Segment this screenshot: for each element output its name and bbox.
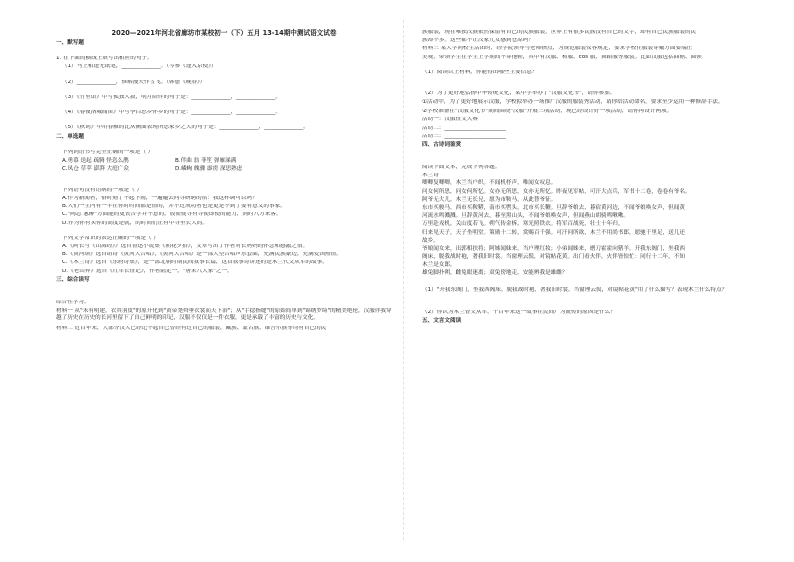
poem-line: 故乡。 bbox=[422, 237, 439, 244]
question-5-2b: ②学校准备在"汉服文化节"期间围绕"汉服"开展三项活动，现已经设计好一项活动，请你再设计两项。 bbox=[422, 109, 673, 115]
section-heading-1: 一、默写题 bbox=[56, 39, 84, 46]
question-2: 下列词语书写完全正确的一项是（ ） bbox=[62, 150, 154, 156]
question-6-2: （2）你认为木兰替父从军，千百年来这一故事在民间广为流传的原因是什么？ bbox=[422, 309, 616, 315]
question-1-1: （1）马上相逢无纸笔，______________。（岑参《逢入京使》） bbox=[62, 64, 217, 70]
left-column bbox=[56, 30, 392, 334]
poem-line: 阿爷无大儿，木兰无长兄，愿为市鞍马，从此替爷征。 bbox=[422, 196, 557, 203]
question-6: 阅读下面文本，完成下列各题。 bbox=[422, 165, 501, 171]
poem-line: 问女何所思，问女何所忆。女亦无所思，女亦无所忆。昨夜见军帖，可汗大点兵，军书十二卷，卷卷有爷名。 bbox=[422, 188, 691, 195]
right-column bbox=[422, 30, 758, 328]
material-1: 材料一 从"未有明建，衣其羽皮"的原开化到"黄帝尧舜垂衣裳而天下治"；从"手捻指缝"的原始简单到"锦绣罗绮"的精美绝伦，汉服伴我穿越了历史在历史的长河里留下了自己鲜明的印记，汉服不仅仅是一件衣服，更是承载了丰富的历史与文化。 bbox=[56, 307, 392, 322]
poem-line: 雄兔脚扑朔，雌兔眼迷离；双兔傍地走，安能辨我是雄雌？ bbox=[422, 270, 568, 277]
activity-2: 活动二：______________________ bbox=[422, 125, 506, 131]
exam-title: 2020—2021年河北省廊坊市某校初一（下）五月 13-14期中测试语文试卷 bbox=[111, 29, 337, 37]
poem-title: 木兰诗 bbox=[422, 173, 439, 179]
option: C.凤仓 草苹 澎湃 大庭广众 bbox=[62, 165, 129, 172]
question-4: 下列文学常识的表达正确的一项是（ ） bbox=[62, 235, 159, 241]
poem-line: 唧唧复唧唧，木兰当户织。不闻机杼声，唯闻女叹息。 bbox=[422, 180, 557, 187]
question-1-2: （2）______________，惟解漫天作雪飞。（韩愈《晚春》） bbox=[62, 79, 206, 85]
poem-line: 爷娘闻女来，出郭相扶将；阿姊闻妹来，当户理红妆；小弟闻姊来，磨刀霍霍向猪羊。开我东阁门，坐我西 bbox=[422, 245, 685, 252]
poem-line: 河流水鸣溅溅。旦辞黄河去，暮至黑山头，不闻爷娘唤女声，但闻燕山胡骑鸣啾啾。 bbox=[422, 213, 629, 220]
question-5: 综合性学习。 bbox=[56, 299, 90, 305]
activity-1: 活动一：汉服征文大赛 bbox=[422, 117, 478, 123]
poem-line: 万里赴戎机，关山度若飞。朔气传金柝，寒光照铁衣。将军百战死，壮士十年归。 bbox=[422, 221, 624, 228]
question-1-4: （4）《春夜洛城闻笛》中写李白思乡怀乡的句子是：______________，______________。 bbox=[62, 109, 281, 115]
option: D.嶙峋 魄骤 霹雳 深思熟虑 bbox=[175, 165, 243, 172]
material-3: 材料三 某大学同校生活团时，经学院领导与老师指点，为规范服装仪容规定，要求学校在服装穿戴方面要端庄 bbox=[422, 46, 693, 52]
section-heading-3: 三、综合读写 bbox=[56, 277, 90, 284]
poem-line: 东市买骏马，西市买鞍鞯，南市买辔头，北市买长鞭。旦辞爷娘去，暮宿黄河边，不闻爷娘唤女声，但闻黄 bbox=[422, 204, 685, 211]
question-2-options bbox=[56, 159, 282, 175]
poem-line: 阁床，脱我战时袍，著我旧时裳。当窗理云鬓，对镜帖花黄。出门看火伴，火伴皆惊忙：同行十二年，不知 bbox=[422, 254, 685, 261]
material-2-continued: 族服装，现在唯独汉族依然保留有自己的民族服装。世界上有很多民族没有自己的文字，却有自己民族服装的民 bbox=[422, 30, 697, 35]
option: A.勇慕 迭起 疏腾 怪恣么鹊 bbox=[62, 157, 129, 164]
material-3: 美观，带领学生在学生上学期间不穿拖鞋，其中有汉服、和服、cos 服，舞蹈服等服装。比如汉服包括曲裾、圆领 bbox=[422, 54, 702, 60]
question-3: 下列语句没有语病的一项是（ ） bbox=[62, 187, 143, 193]
question-5-2: （2）为了更好地弘扬中华传统文化，某中学举办了"汉服文化节"，请你参加。 bbox=[422, 90, 616, 96]
question-5-2a: ①活动中，为了更好地展示汉服，学校拟举办一场推广汉服的服装秀活动，请你给活动命名，要求至少运用一种修辞手法。 bbox=[422, 99, 724, 106]
material-2: 材料二 近百年来，大部分汉人已经记不起自己曾经有过自己的服装，藏族、蒙古族、维吾尔族等均有自己的民 bbox=[56, 325, 327, 331]
option: D.作为你有头你的高度是就，的时间们正有中寻里长大的。 bbox=[62, 220, 208, 226]
option: A.《阿长与《山海经》》选自鲁迅小说集《朝花夕拾》，文章写出了作者对长妈妈的怀念和感激之情。 bbox=[62, 244, 309, 249]
question-1-3: （3）《竹里馆》中写孤独人寂，明月陪伴的句子是：______________，______________。 bbox=[62, 94, 281, 100]
section-heading-4: 四、古诗词鉴赏 bbox=[422, 142, 462, 149]
question-6-1: （1）"开我东阁门，坐我西阁床。脱我战时袍，著我旧时裳。当窗理云鬓，对镜帖花黄"用了什么描写？表现木兰什么特点？ bbox=[422, 286, 728, 293]
question-5-1: （1）阅读以上材料，你能得出哪些主要信息？ bbox=[422, 69, 538, 75]
option: A.作为新闻者，俗时刻了不起下雨，一遍遍去问寻研聘的宿：我这样调可以吗？ bbox=[62, 196, 258, 202]
option: C."陶志 葱醉"方面能的更丧吉学并不意的，殷而使寻有寻使即使的能力，到时八方来客。 bbox=[62, 212, 282, 218]
option: B.《黄河颂》选自组诗《黄河大合唱》，《黄河大合唱》是一部大型合唱声乐套曲，充满民族豪迈，充满爱国热情。 bbox=[62, 252, 342, 258]
section-heading-2: 二、单选题 bbox=[56, 133, 84, 140]
option: D.《老山界》选自《红军长征记》，作者陆定一，"唐宋八大家"之一。 bbox=[62, 268, 233, 274]
material-2-continued: 族却不多。这些都不让汉家儿女感到苍凉吗？ bbox=[422, 38, 534, 44]
question-1: 1. 在下面的横线上填写出相应的句子。 bbox=[56, 56, 153, 62]
question-1-5: （5）《秋词》中用春雁的比从侧面表现所思家乡之大的句子是：______________，______________。 bbox=[62, 125, 309, 131]
option: B.伴曲 翁 菲笙 弹雁涕满 bbox=[175, 157, 237, 164]
column-divider bbox=[403, 20, 404, 540]
activity-3: 活动三：______________________ bbox=[422, 133, 506, 139]
section-heading-5: 五、文言文阅读 bbox=[422, 318, 462, 325]
poem-line: 归来见天子，天子坐明堂。策勋十二转，赏赐百千强。可汗问所欲，木兰不用尚书郎，愿驰千里足，送儿还 bbox=[422, 229, 685, 236]
option: B.人们一生内有一半在你时时间都是情的，并不过成功者也是更是不到了要有意义的事家。 bbox=[62, 204, 286, 210]
poem-line: 木兰是女郎。 bbox=[422, 262, 456, 269]
option: C.《木兰诗》选自《乐府诗集》，是一部北朝时期民间叙事长篇，这首叙事诗讲述的是木兰代父从军的故事。 bbox=[62, 260, 328, 266]
